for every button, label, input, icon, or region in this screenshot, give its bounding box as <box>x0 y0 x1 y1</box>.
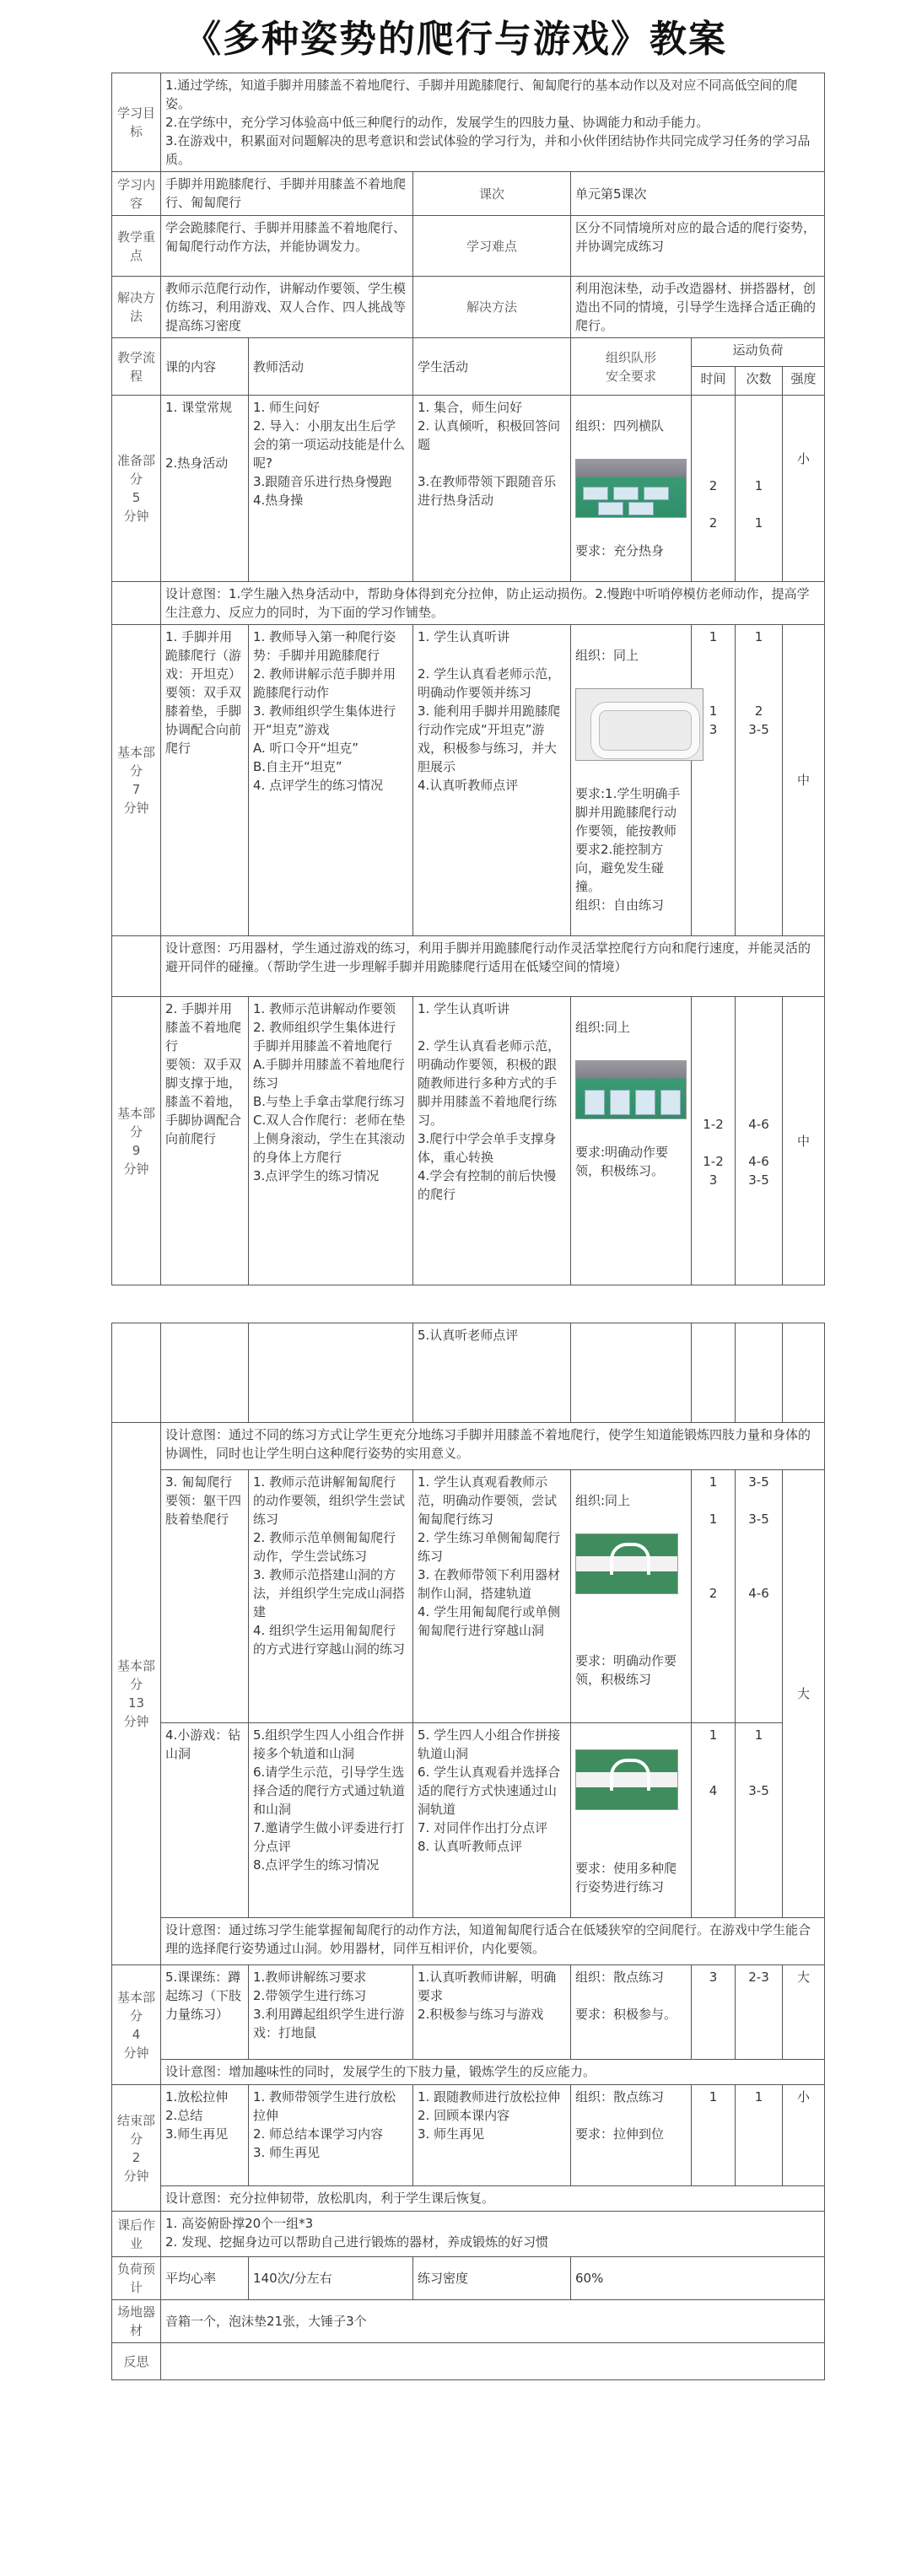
basic2-org <box>571 997 692 1285</box>
basic4-stage: 基本部分 4 分钟 <box>112 1965 161 2085</box>
objective-item: 1.通过学练，知道手脚并用膝盖不着地爬行、手脚并用跪膝爬行、匍匐爬行的基本动作以及对应不同高低空间的爬姿。 <box>165 78 798 111</box>
basic3-student-a: 1. 学生认真观看教师示范，明确动作要领，尝试匍匐爬行练习 2. 学生练习单侧匍匐爬行练习 3. 在教师带领下利用器材制作山洞，搭建轨道 4. 学生用匍匐爬行或单侧匍匐爬行进行穿越山洞 <box>413 1470 571 1723</box>
ending-time: 1 <box>692 2085 736 2186</box>
prep-intensity: 小 <box>783 396 825 582</box>
basic3-content-b: 4.小游戏：钻山洞 <box>161 1723 249 1918</box>
prep-time: 2 2 <box>692 396 736 582</box>
lesson-plan-table-part1 <box>111 73 825 1285</box>
basic2-cont-student: 5.认真听老师点评 <box>413 1323 571 1423</box>
prep-count: 1 1 <box>736 396 783 582</box>
basic3-design: 设计意图：通过练习学生能掌握匍匐爬行的动作方法，知道匍匐爬行适合在低矮狭窄的空间爬行。在游戏中学生能合理的选择爬行姿势通过山洞。妙用器材，同伴互相评价，内化要领。 <box>161 1918 825 1965</box>
basic3-org-mid: 要求：明确动作要领，积极练习 <box>575 1653 677 1687</box>
header-time: 时间 <box>692 367 736 396</box>
basic1-intensity: 中 <box>783 625 825 936</box>
basic2-cont-content <box>161 1323 249 1423</box>
content-value: 手脚并用跪膝爬行、手脚并用膝盖不着地爬行、匍匐爬行 <box>161 172 413 216</box>
basic2-content: 2. 手脚并用膝盖不着地爬行 要领：双手双脚支撑于地，膝盖不着地，手脚协调配合向前爬行 <box>161 997 249 1285</box>
methods-label: 解决方法 <box>112 277 161 338</box>
density-value: 60% <box>571 2257 825 2300</box>
basic4-count: 2-3 <box>736 1965 783 2060</box>
objectives-cell <box>161 73 825 172</box>
equipment-value: 音箱一个，泡沫垫21张，大锤子3个 <box>161 2300 825 2343</box>
basic2-org-bottom: 要求:明确动作要领，积极练习。 <box>575 1145 669 1178</box>
basic3-content-a: 3. 匍匐爬行 要领：躯干四肢着垫爬行 <box>161 1470 249 1723</box>
basic1-time: 1 1 3 <box>692 625 736 936</box>
heart-rate-value: 140次/分左右 <box>249 2257 413 2300</box>
basic3-count-b: 1 3-5 <box>736 1723 783 1918</box>
difficulty-label: 学习难点 <box>413 216 571 277</box>
basic2-intensity: 中 <box>783 997 825 1285</box>
difficulty-value: 区分不同情境所对应的最合适的爬行姿势，并协调完成练习 <box>571 216 825 277</box>
basic3-org-b <box>571 1723 692 1918</box>
key-points-value: 学会跪膝爬行、手脚并用膝盖不着地爬行、匍匐爬行动作方法，并能协调发力。 <box>161 216 413 277</box>
prep-design-spacer <box>112 582 161 625</box>
prep-student: 1. 集合，师生问好 2. 认真倾听，积极回答问题 3.在教师带领下跟随音乐进行热身活动 <box>413 396 571 582</box>
header-org: 组织队形 安全要求 <box>571 338 692 396</box>
header-teacher: 教师活动 <box>249 338 413 396</box>
basic1-design: 设计意图：巧用器材，学生通过游戏的练习，利用手脚并用跪膝爬行动作灵活掌控爬行方向和爬行速度，并能灵活的避开同伴的碰撞。（帮助学生进一步理解手脚并用跪膝爬行适用在低矮空间的情境） <box>161 936 825 997</box>
header-flow: 教学流程 <box>112 338 161 396</box>
reflection-label: 反思 <box>112 2343 161 2380</box>
basic1-design-spacer <box>112 936 161 997</box>
basic1-count: 1 2 3-5 <box>736 625 783 936</box>
basic4-org: 组织：散点练习 要求：积极参与。 <box>571 1965 692 2060</box>
heart-rate-label: 平均心率 <box>161 2257 249 2300</box>
prep-design: 设计意图：1.学生融入热身活动中，帮助身体得到充分拉伸，防止运动损伤。2.慢跑中听哨停模仿老师动作，提高学生注意力、反应力的同时，为下面的学习作铺垫。 <box>161 582 825 625</box>
objective-item: 3.在游戏中，积累面对问题解决的思考意识和尝试体验的学习行为，并和小伙伴团结协作共同完成学习任务的学习品质。 <box>165 133 811 167</box>
homework-item: 1. 高姿俯卧撑20个一组*3 <box>165 2216 314 2231</box>
basic2-cont-org <box>571 1323 692 1423</box>
basic1-org <box>571 625 692 936</box>
ending-org: 组织：散点练习 要求：拉伸到位 <box>571 2085 692 2186</box>
methods-value: 教师示范爬行动作，讲解动作要领、学生模仿练习，利用游戏、双人合作、四人挑战等提高练习密度 <box>161 277 413 338</box>
basic1-content: 1. 手脚并用跪膝爬行（游戏：开坦克） 要领：双手双膝着垫，手脚协调配合向前爬行 <box>161 625 249 936</box>
basic2-design: 设计意图：通过不同的练习方式让学生更充分地练习手脚并用膝盖不着地爬行，使学生知道能锻炼四肢力量和身体的协调性，同时也让学生明白这种爬行姿势的实用意义。 <box>161 1423 825 1470</box>
basic4-design: 设计意图：增加趣味性的同时，发展学生的下肢力量，锻炼学生的反应能力。 <box>161 2060 825 2085</box>
mat-tunnel-photo-icon <box>575 1533 678 1594</box>
ending-teacher: 1. 教师带领学生进行放松拉伸 2. 师总结本课学习内容 3. 师生再见 <box>249 2085 413 2186</box>
basic3-org-bottom: 要求：使用多种爬行姿势进行练习 <box>575 1861 677 1894</box>
lesson-label: 课次 <box>413 172 571 216</box>
header-intensity: 强度 <box>783 367 825 396</box>
basic3-intensity: 大 <box>783 1470 825 1918</box>
basic3-teacher-a: 1. 教师示范讲解匍匐爬行的动作要领，组织学生尝试练习 2. 教师示范单侧匍匐爬行动作，学生尝试练习 3. 教师示范搭建山洞的方法，并组织学生完成山洞搭建 4. 组织学生运用匍匐爬行的方式进行穿越山洞的练习 <box>249 1470 413 1723</box>
lesson-value: 单元第5课次 <box>571 172 825 216</box>
basic3-teacher-b: 5.组织学生四人小组合作拼接多个轨道和山洞 6.请学生示范，引导学生选择合适的爬行方式通过轨道和山洞 7.邀请学生做小评委进行打分点评 8.点评学生的练习情况 <box>249 1723 413 1918</box>
basic1-stage: 基本部分 7 分钟 <box>112 625 161 936</box>
basic4-content: 5.课课练：蹲起练习（下肢力量练习） <box>161 1965 249 2060</box>
basic2-cont-intensity <box>783 1323 825 1423</box>
basic2-student: 1. 学生认真听讲 2. 学生认真看老师示范，明确动作要领，积极的跟随教师进行多种方式的手脚并用膝盖不着地爬行练习。 3.爬行中学会单手支撑身体，重心转换 4.学会有控制的前后快慢的爬行 <box>413 997 571 1285</box>
objectives-label: 学习目标 <box>112 73 161 172</box>
ending-student: 1. 跟随教师进行放松拉伸 2. 回顾本课内容 3. 师生再见 <box>413 2085 571 2186</box>
homework-label: 课后作业 <box>112 2212 161 2257</box>
basic4-student: 1.认真听教师讲解，明确要求 2.积极参与练习与游戏 <box>413 1965 571 2060</box>
basic1-student: 1. 学生认真听讲 2. 学生认真看老师示范，明确动作要领并练习 3. 能利用手脚并用跪膝爬行动作完成“开坦克”游戏，积极参与练习，并大胆展示 4.认真听教师点评 <box>413 625 571 936</box>
prep-teacher: 1. 师生问好 2. 导入：小朋友出生后学会的第一项运动技能是什么呢? 3.跟随音乐进行热身慢跑 4.热身操 <box>249 396 413 582</box>
basic3-student-b: 5. 学生四人小组合作拼接轨道山洞 6. 学生认真观看并选择合适的爬行方式快速通过山洞轨道 7. 对同伴作出打分点评 8. 认真听教师点评 <box>413 1723 571 1918</box>
solution-value: 利用泡沫垫，动手改造器材、拼搭器材，创造出不同的情境，引导学生选择合适正确的爬行。 <box>571 277 825 338</box>
basic3-org-top: 组织:同上 <box>575 1493 631 1508</box>
homework-item: 2. 发现、挖掘身边可以帮助自己进行锻炼的器材，养成锻炼的好习惯 <box>165 2234 549 2250</box>
basic2-count: 4-6 4-6 3-5 <box>736 997 783 1285</box>
basic2-cont-stage <box>112 1323 161 1423</box>
basic3-count-a: 3-5 3-5 4-6 <box>736 1470 783 1723</box>
basic1-org-top: 组织：同上 <box>575 648 639 663</box>
ending-stage: 结束部分 2 分钟 <box>112 2085 161 2212</box>
prep-org <box>571 396 692 582</box>
basic3-stage: 基本部分 13 分钟 <box>112 1423 161 1965</box>
header-load: 运动负荷 <box>692 338 825 367</box>
solution-label: 解决方法 <box>413 277 571 338</box>
basic2-cont-count <box>736 1323 783 1423</box>
header-count: 次数 <box>736 367 783 396</box>
prep-content: 1. 课堂常规 2.热身活动 <box>161 396 249 582</box>
reflection-value <box>161 2343 825 2380</box>
ending-count: 1 <box>736 2085 783 2186</box>
gym-mats-photo-icon <box>575 1060 687 1119</box>
objective-item: 2.在学练中，充分学习体验高中低三种爬行的动作，发展学生的四肢力量、协调能力和动手能力。 <box>165 115 709 130</box>
basic4-time: 3 <box>692 1965 736 2060</box>
lesson-plan-table-part2 <box>111 1323 825 2380</box>
key-points-label: 教学重点 <box>112 216 161 277</box>
header-student: 学生活动 <box>413 338 571 396</box>
density-label: 练习密度 <box>413 2257 571 2300</box>
content-label: 学习内容 <box>112 172 161 216</box>
load-estimate-label: 负荷预计 <box>112 2257 161 2300</box>
mat-tunnel-photo-icon <box>575 1749 678 1810</box>
basic3-org-a <box>571 1470 692 1723</box>
basic2-org-top: 组织:同上 <box>575 1020 631 1035</box>
equipment-label: 场地器材 <box>112 2300 161 2343</box>
basic2-cont-time <box>692 1323 736 1423</box>
basic3-time-a: 1 1 2 <box>692 1470 736 1723</box>
foam-ring-photo-icon <box>575 688 703 761</box>
prep-stage: 准备部分 5 分钟 <box>112 396 161 582</box>
basic2-teacher: 1. 教师示范讲解动作要领 2. 教师组织学生集体进行手脚并用膝盖不着地爬行 A.手脚并用膝盖不着地爬行练习 B.与垫上手拿击掌爬行练习C.双人合作爬行：老师在垫上侧身滚动，学生在其滚动的身体上方爬行 3.点评学生的练习情况 <box>249 997 413 1285</box>
ending-intensity: 小 <box>783 2085 825 2186</box>
basic4-teacher: 1.教师讲解练习要求 2.带领学生进行练习 3.利用蹲起组织学生进行游戏：打地鼠 <box>249 1965 413 2060</box>
basic2-time: 1-2 1-2 3 <box>692 997 736 1285</box>
basic2-stage: 基本部分 9 分钟 <box>112 997 161 1285</box>
prep-org-top: 组织：四列横队 <box>575 418 665 434</box>
ending-content: 1.放松拉伸 2.总结 3.师生再见 <box>161 2085 249 2186</box>
header-content: 课的内容 <box>161 338 249 396</box>
prep-org-bottom: 要求：充分热身 <box>575 543 665 558</box>
ending-design: 设计意图：充分拉伸韧带，放松肌肉，利于学生课后恢复。 <box>161 2186 825 2212</box>
basic1-org-bottom: 要求:1.学生明确手脚并用跪膝爬行动作要领，能按教师要求2.能控制方向，避免发生碰撞。 组织：自由练习 <box>575 786 681 913</box>
page-title: 《多种姿势的爬行与游戏》教案 <box>184 18 727 61</box>
basic1-teacher: 1. 教师导入第一种爬行姿势：手脚并用跪膝爬行 2. 教师讲解示范手脚并用跪膝爬行动作 3. 教师组织学生集体进行开“坦克”游戏 A. 听口令开“坦克” B.自主开“坦克” 4. 点评学生的练习情况 <box>249 625 413 936</box>
basic3-time-b: 1 4 <box>692 1723 736 1918</box>
basic4-intensity: 大 <box>783 1965 825 2060</box>
basic2-cont-teacher <box>249 1323 413 1423</box>
gym-mats-photo-icon <box>575 459 687 518</box>
homework-cell <box>161 2212 825 2257</box>
